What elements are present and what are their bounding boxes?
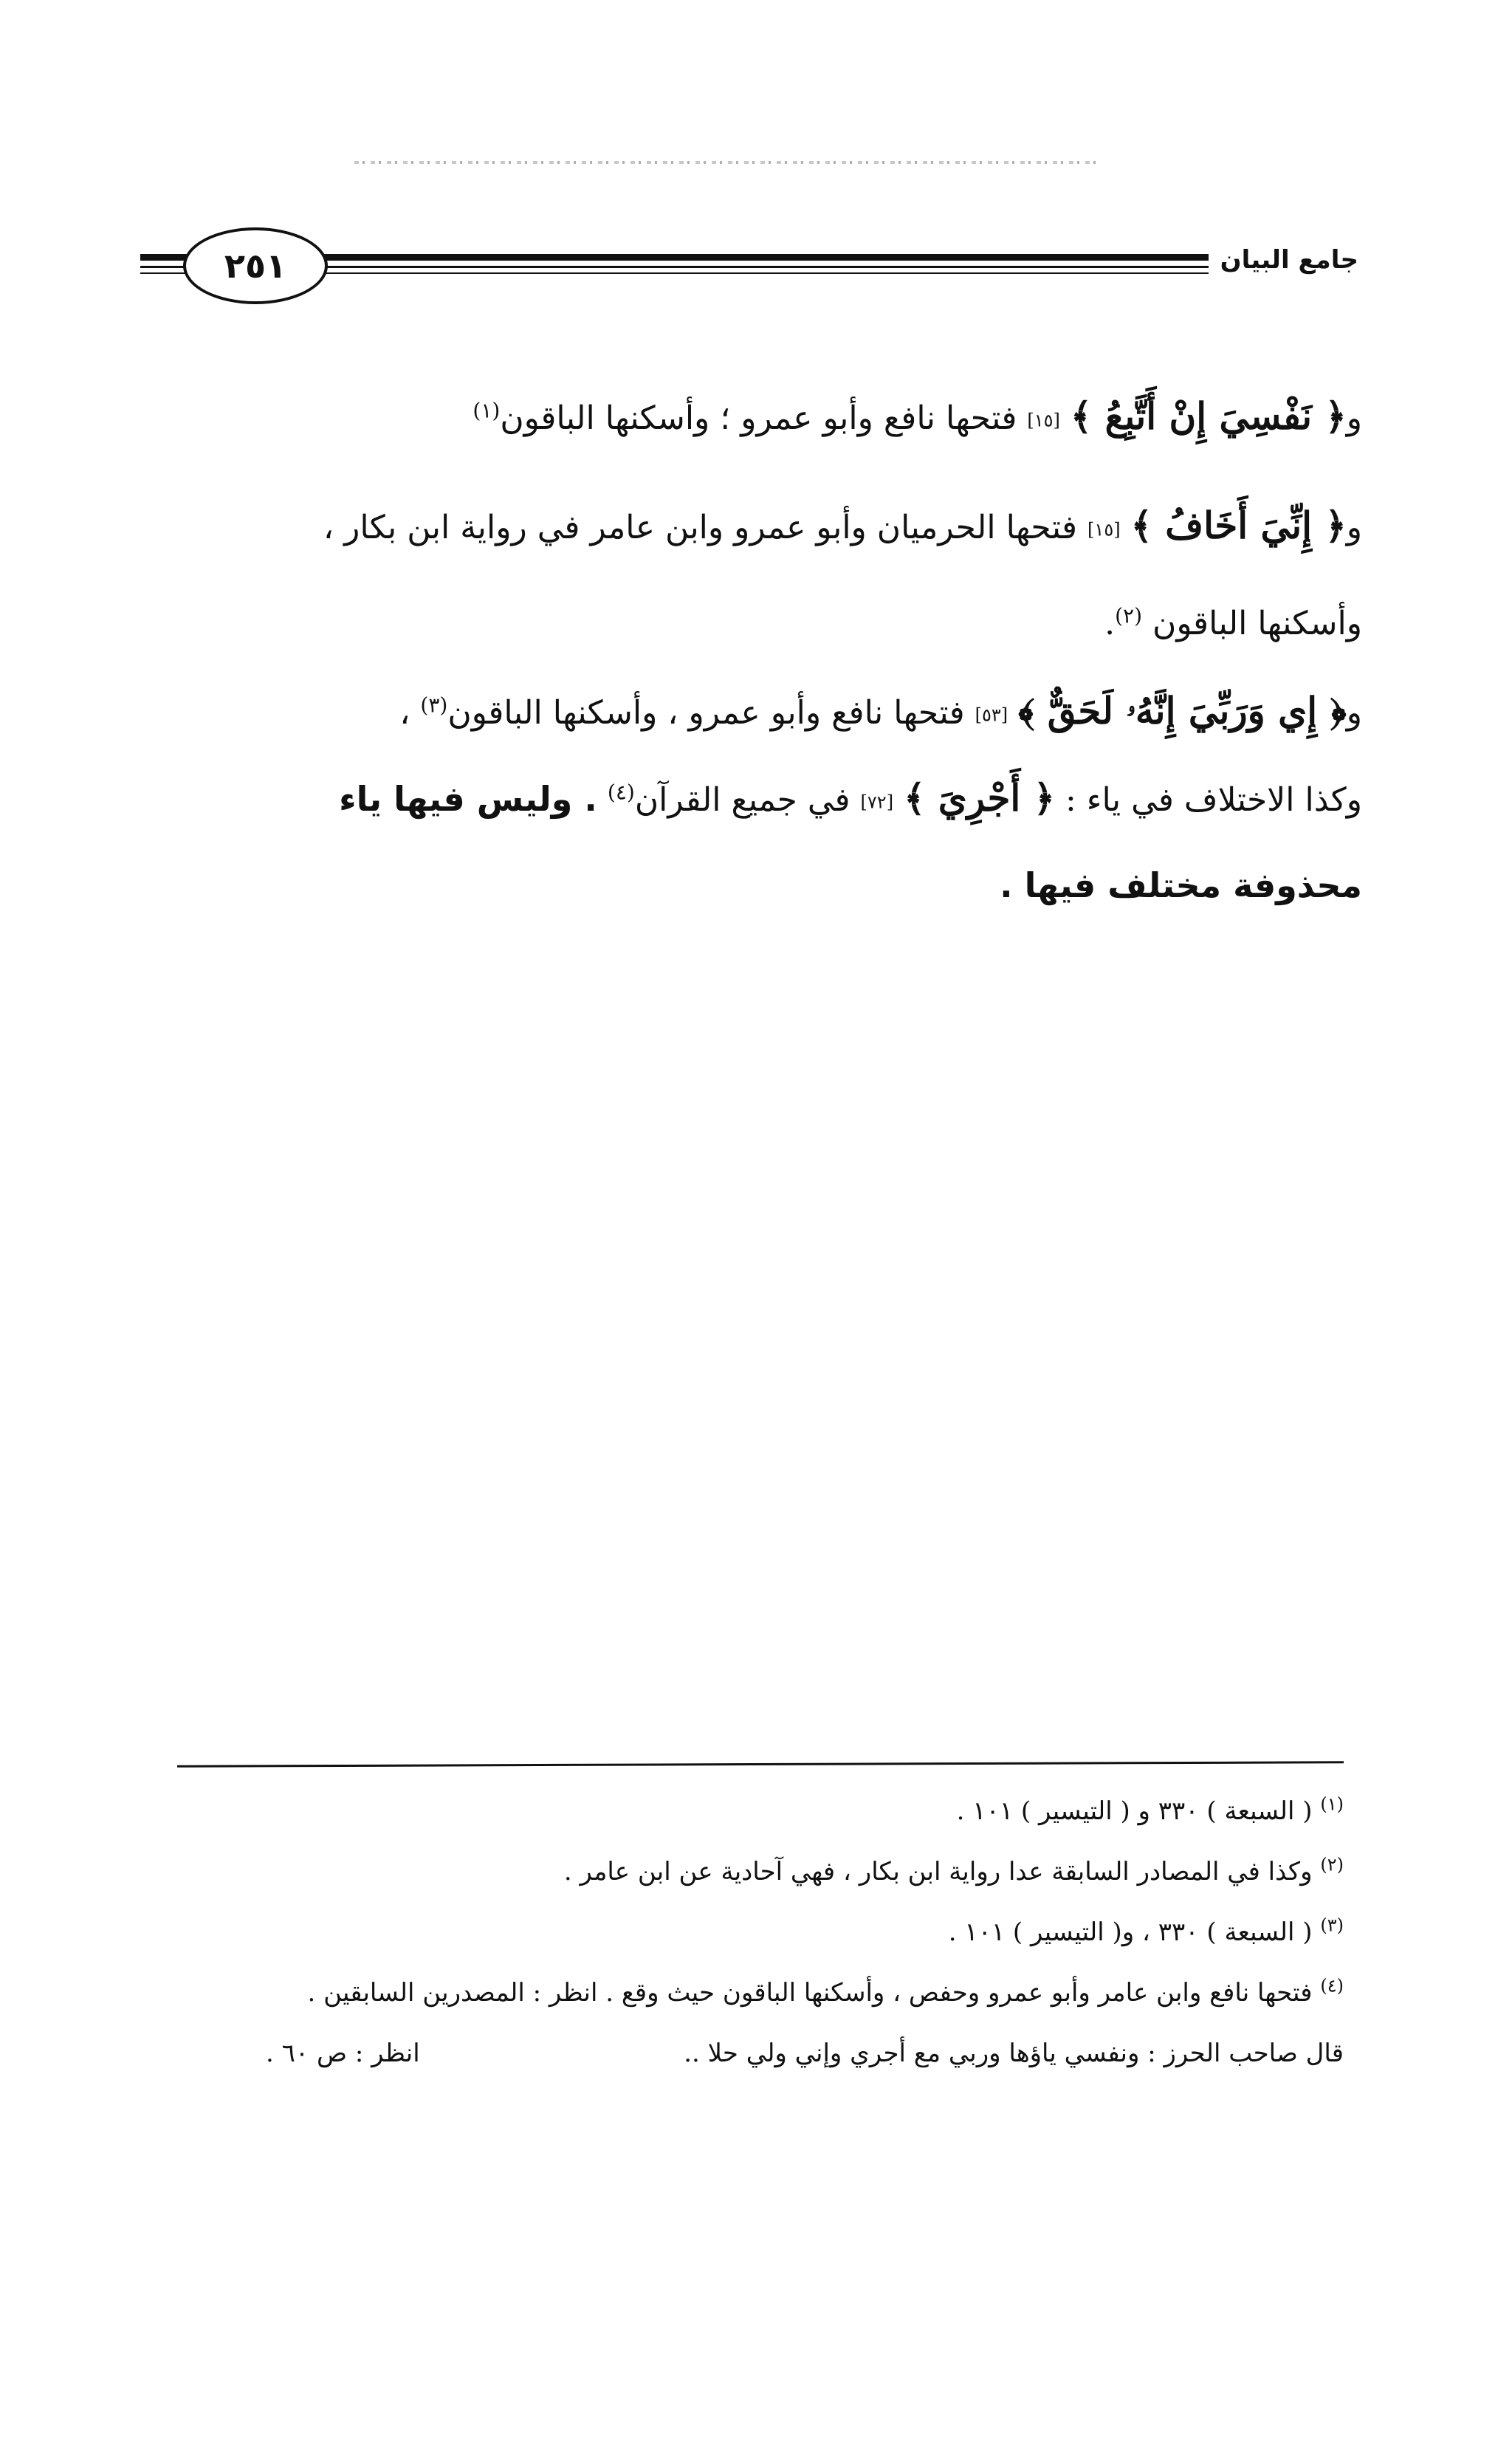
- page-number: ٢٥١: [224, 246, 287, 286]
- footnote-ref: (١): [472, 398, 501, 423]
- text-line-4: و﴿ إِي وَرَبِّيَ إِنَّهُۥ لَحَقٌّ ﴾ [٥٣] فتحها نافع وأبو عمرو ، وأسكنها الباقون$^{(٣)}$ ،: [399, 689, 1362, 732]
- footnote-separator: [177, 1761, 1344, 1768]
- quran-citation: ﴿ إِنِّيَ أَخَافُ ﴾: [1130, 504, 1347, 547]
- footnote-number: (٣): [1320, 1915, 1344, 1936]
- page-number-oval: [183, 227, 328, 304]
- footnote-number: (١): [1320, 1793, 1344, 1815]
- bold-remark: . وليس فيها ياء: [339, 779, 597, 819]
- text-line-2: و﴿ إِنِّيَ أَخَافُ ﴾ [١٥] فتحها الحرميان وأبو عمرو وابن عامر في رواية ابن بكار ،: [323, 504, 1362, 547]
- footnote-item: $^{(٢)}$ وكذا في المصادر السابقة عدا رواية ابن بكار ، فهي آحادية عن ابن عامر .: [563, 1854, 1344, 1886]
- text-line-5: وكذا الاختلاف في ياء : ﴿ أَجْرِيَ ﴾ [٧٢] في جميع القرآن$^{(٤)}$ . وليس فيها ياء: [339, 776, 1362, 820]
- footnote-number: (٤): [1320, 1975, 1344, 1996]
- text-line-1: و﴿ نَفْسِيَ إِنْ أَتَّبِعُ ﴾ [١٥] فتحها نافع وأبو عمرو ؛ وأسكنها الباقون$^{(١)}$: [472, 394, 1362, 438]
- ayah-number: [٥٣]: [975, 704, 1008, 726]
- footnote-item: $^{(١)}$ ( السبعة ) ٣٣٠ و ( التيسير ) ١٠١ .: [956, 1793, 1344, 1826]
- ayah-number: [٧٢]: [860, 792, 894, 813]
- footnotes: [177, 1781, 1344, 2084]
- footnote-item: $^{(٣)}$ ( السبعة ) ٣٣٠ ، و( التيسير ) ١٠١ .: [948, 1915, 1344, 1947]
- page-header: [140, 222, 1358, 303]
- verse-text: قال صاحب الحرز : ونفسي ياؤها وربي مع أجري وإني ولي حلا ..: [684, 2039, 1344, 2068]
- text-line-3: وأسكنها الباقون $^{(٢)}$.: [1104, 603, 1362, 642]
- ayah-number: [١٥]: [1027, 410, 1060, 431]
- footnote-verse: [177, 2023, 1344, 2084]
- footnote-item: $^{(٤)}$ فتحها نافع وابن عامر وأبو عمرو وحفص ، وأسكنها الباقون حيث وقع . انظر : المصدرين السابقين .: [307, 1975, 1344, 2008]
- ayah-number: [١٥]: [1087, 519, 1121, 540]
- quran-citation: ﴿ أَجْرِيَ ﴾: [904, 776, 1055, 820]
- footnote-ref: (٢): [1115, 603, 1143, 628]
- bold-remark: محذوفة مختلف فيها .: [1000, 865, 1362, 905]
- footnote-number: (٢): [1320, 1854, 1344, 1875]
- footnote-ref: (٤): [607, 780, 635, 805]
- text-line-6: [166, 842, 1362, 929]
- book-title: جامع البيان: [1209, 238, 1358, 282]
- main-text: [166, 362, 1362, 929]
- quran-citation: ﴿ نَفْسِيَ إِنْ أَتَّبِعُ ﴾: [1070, 394, 1347, 438]
- footnote-ref: (٣): [420, 693, 448, 718]
- verse-reference: انظر : ص ٦٠ .: [266, 2039, 420, 2068]
- scan-noise: [354, 161, 1100, 164]
- quran-citation: ﴿ إِي وَرَبِّيَ إِنَّهُۥ لَحَقٌّ ﴾: [1018, 689, 1347, 732]
